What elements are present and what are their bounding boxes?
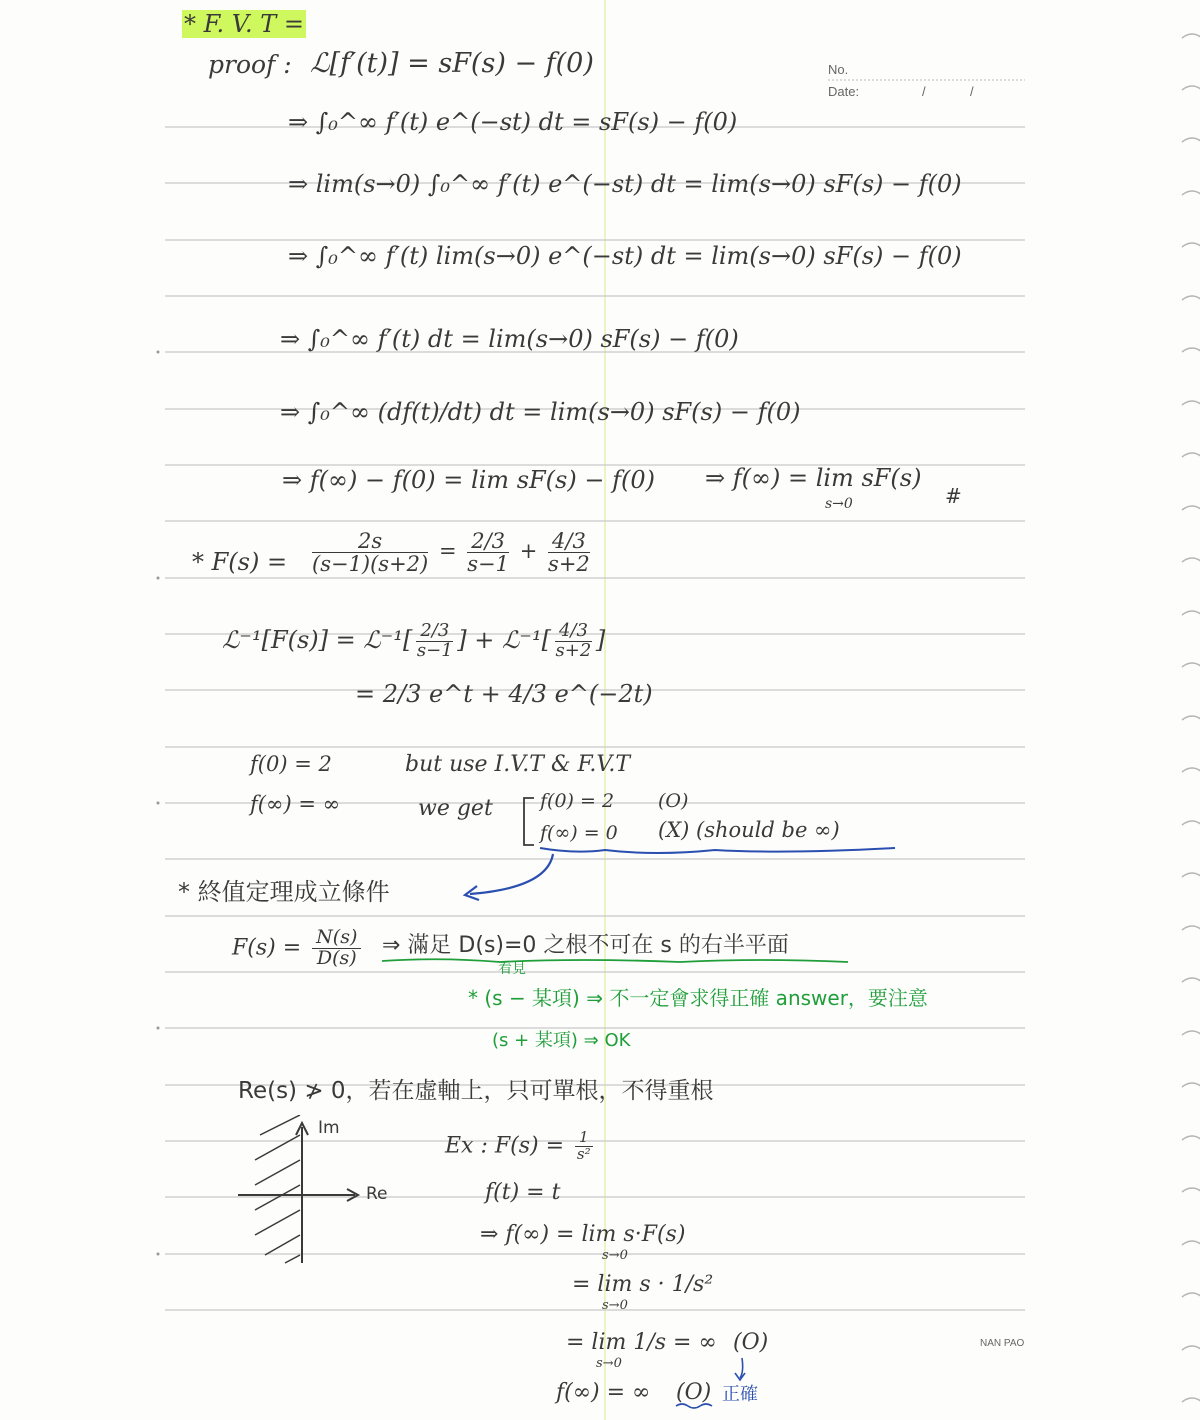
example-fraction — [308, 530, 594, 575]
im-axis-label: Im — [318, 1118, 340, 1138]
correct-label: 正確 — [722, 1384, 758, 1405]
example-den: (s−1)(s+2) — [312, 552, 429, 577]
conditions-fs-num: N(s) — [312, 928, 361, 949]
inverse-f1-den: s−1 — [416, 639, 453, 661]
example-but: but use I.V.T & F.V.T — [405, 752, 631, 777]
inverse-left: ℒ⁻¹[F(s)] = ℒ⁻¹[ — [222, 625, 413, 654]
ex2-line-3-mark: (O) — [733, 1330, 769, 1355]
proof-step-1: ⇒ ∫₀^∞ f′(t) e^(−st) dt = sF(s) − f(0) — [288, 108, 738, 136]
proof-label: proof : — [208, 50, 292, 79]
green-underline — [380, 955, 850, 969]
inverse-f2-num: 4/3 — [555, 622, 592, 642]
re-axis-label: Re — [366, 1184, 388, 1204]
ex2-den: s² — [576, 1144, 591, 1163]
proof-step-5: ⇒ ∫₀^∞ (df(t)/dt) dt = lim(s→0) sF(s) − f(0) — [280, 398, 801, 426]
ex2-ft: f(t) = t — [485, 1180, 561, 1205]
example-plus: + — [519, 539, 538, 564]
example-we-get: we get — [418, 796, 493, 821]
proof-step-3: ⇒ ∫₀^∞ f′(t) lim(s→0) e^(−st) dt = lim(s→0) sF(s) − f(0) — [288, 242, 962, 270]
example-t2-num: 4/3 — [548, 530, 590, 553]
conditions-title: * 終值定理成立條件 — [178, 878, 390, 906]
date-slash-2: / — [970, 84, 974, 99]
ex2-line-1-sub: s→0 — [602, 1248, 628, 1263]
inverse-laplace — [222, 622, 605, 661]
date-label: Date: — [828, 84, 860, 99]
ex2-last: f(∞) = ∞ — [556, 1380, 651, 1405]
re-rule: Re(s) ≯ 0，若在虛軸上，只可單根，不得重根 — [238, 1078, 714, 1104]
conditions-fs-left: F(s) = — [232, 935, 302, 961]
proof-step-4: ⇒ ∫₀^∞ f′(t) dt = lim(s→0) sF(s) − f(0) — [280, 325, 739, 353]
no-label: No. — [828, 62, 849, 77]
fvt-title — [182, 10, 306, 38]
ex2-line-2-sub: s→0 — [602, 1298, 628, 1313]
proof-equation: ℒ[f′(t)] = sF(s) − f(0) — [310, 48, 594, 79]
example-t1-den: s−1 — [467, 552, 509, 577]
green-above: 看見 — [498, 961, 526, 977]
example-eq: = — [438, 539, 457, 564]
get-finf-mark: (X) (should be ∞) — [658, 818, 840, 842]
proof-final-left: ⇒ f(∞) − f(0) = lim sF(s) − f(0) — [282, 466, 655, 494]
proof-final-right: ⇒ f(∞) = lim sF(s) — [705, 464, 922, 492]
inverse-f2-den: s+2 — [555, 639, 592, 661]
proof-final-mark: # — [945, 484, 962, 508]
ex2-line-2: = lim s · 1/s² — [572, 1272, 714, 1297]
conditions-fs-den: D(s) — [316, 946, 357, 969]
example-t1-num: 2/3 — [467, 530, 509, 553]
example-num: 2s — [312, 530, 428, 553]
inverse-end: ] — [595, 625, 606, 654]
inverse-result: = 2/3 e^t + 4/3 e^(−2t) — [355, 680, 653, 708]
proof-final-lim-sub: s→0 — [825, 496, 853, 512]
ex2-line-3-sub: s→0 — [596, 1356, 622, 1371]
inverse-f1-num: 2/3 — [416, 622, 453, 642]
example-title: * F(s) = — [192, 548, 288, 576]
ex2-line-3: = lim 1/s = ∞ — [566, 1330, 717, 1355]
date-slash-1: / — [922, 84, 926, 99]
ex2-last-mark: (O) — [676, 1380, 712, 1405]
proof-step-2: ⇒ lim(s→0) ∫₀^∞ f′(t) e^(−st) dt = lim(s→0) sF(s) − f(0) — [288, 170, 962, 198]
green-note-1: * (s − 某項) ⇒ 不一定會求得正確 answer，要注意 — [468, 986, 928, 1010]
get-f0-mark: (O) — [658, 790, 689, 812]
conditions-fs — [232, 928, 365, 969]
get-finf: f(∞) = 0 — [540, 822, 618, 844]
brand-label: NAN PAO — [980, 1338, 1025, 1349]
get-f0: f(0) = 2 — [540, 790, 615, 812]
ex2-line-1: ⇒ f(∞) = lim s·F(s) — [480, 1222, 686, 1247]
ex2-label-text: Ex : F(s) = — [445, 1133, 565, 1159]
blue-arrow — [455, 840, 915, 910]
fvt-title-text: * F. V. T = — [184, 10, 304, 38]
ex2-num: 1 — [575, 1130, 593, 1147]
example-t2-den: s+2 — [548, 552, 590, 577]
example-finf: f(∞) = ∞ — [250, 792, 341, 816]
green-note-2: (s + 某項) ⇒ OK — [492, 1030, 631, 1051]
example-f0: f(0) = 2 — [250, 752, 332, 776]
conditions-rule: ⇒ 滿足 D(s)=0 之根不可在 s 的右半平面 — [382, 933, 789, 958]
inverse-mid: ] + ℒ⁻¹[ — [457, 625, 551, 654]
ex2-label — [445, 1130, 597, 1163]
binder-rings — [1140, 0, 1200, 1420]
